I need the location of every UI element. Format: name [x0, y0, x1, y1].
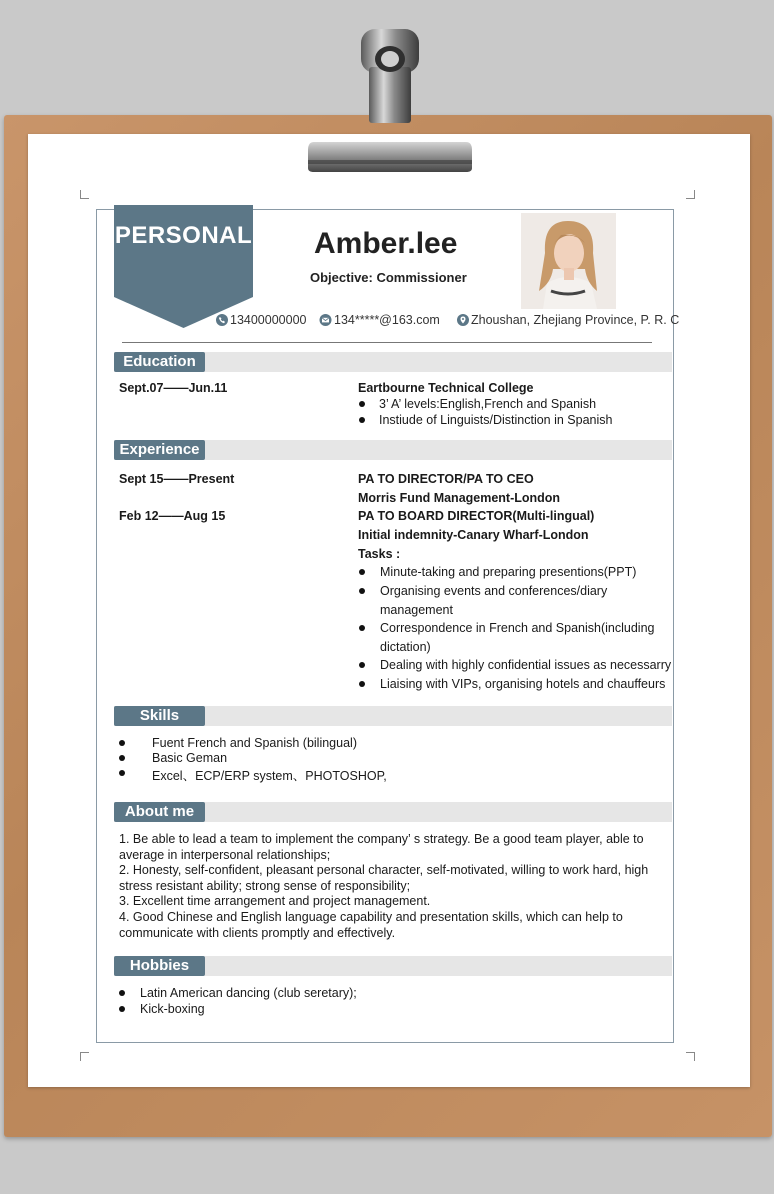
bullet	[119, 770, 125, 776]
job-title: PA TO BOARD DIRECTOR(Multi-lingual)	[358, 509, 595, 523]
bullet	[359, 569, 365, 575]
job-title: PA TO DIRECTOR/PA TO CEO	[358, 472, 534, 486]
contact-address	[457, 313, 679, 327]
bullet	[359, 417, 365, 423]
bullet	[119, 1006, 125, 1012]
about-item: 4. Good Chinese and English language capability and presentation skills, which can help to communicate with clients promptly and effectively.	[119, 910, 623, 940]
task-item: Liaising with VIPs, organising hotels and chauffeurs	[380, 677, 666, 691]
section-title-about: About me	[114, 802, 205, 822]
about-item: 3. Excellent time arrangement and project management.	[119, 894, 431, 908]
crop-mark	[686, 1052, 695, 1061]
section-title-hobbies: Hobbies	[114, 956, 205, 976]
task-item: Minute-taking and preparing presentions(PPT)	[380, 565, 637, 579]
education-period: Sept.07——Jun.11	[119, 381, 228, 395]
badge-text: PERSONAL	[114, 222, 253, 249]
email-address: 134*****@163.com	[334, 313, 440, 327]
bullet	[119, 755, 125, 761]
binder-clip-handle	[357, 27, 423, 123]
bullet	[359, 681, 365, 687]
skill-item: Basic Geman	[152, 751, 228, 765]
about-item: 2. Honesty, self-confident, pleasant personal character, self-motivated, willing to work hard, high stress resistant ability; strong sense of responsibility;	[119, 863, 649, 893]
task-item: Organising events and conferences/diary	[380, 584, 608, 598]
phone-icon	[216, 314, 228, 326]
candidate-name: Amber.lee	[314, 227, 458, 260]
education-item: Instiude of Linguists/Distinction in Spanish	[379, 413, 613, 427]
tasks-label: Tasks :	[358, 547, 401, 561]
task-item: management	[380, 603, 453, 617]
bullet	[359, 625, 365, 631]
bullet	[119, 990, 125, 996]
task-item: Correspondence in French and Spanish(including	[380, 621, 655, 635]
binder-clip-base	[306, 138, 474, 174]
section-title-education: Education	[114, 352, 205, 372]
experience-period: Sept 15——Present	[119, 472, 235, 486]
company: Initial indemnity-Canary Wharf-London	[358, 528, 589, 542]
section-title-skills: Skills	[114, 706, 205, 726]
task-item: dictation)	[380, 640, 431, 654]
crop-mark	[80, 1052, 89, 1061]
company: Morris Fund Management-London	[358, 491, 561, 505]
hobby-item: Latin American dancing (club seretary);	[140, 986, 357, 1000]
skill-item: Excel、ECP/ERP system、PHOTOSHOP,	[152, 769, 387, 783]
contact-email	[319, 313, 440, 327]
education-school: Eartbourne Technical College	[358, 381, 534, 395]
hobby-item: Kick-boxing	[140, 1002, 205, 1016]
experience-period: Feb 12——Aug 15	[119, 509, 226, 523]
objective: Objective: Commissioner	[310, 270, 467, 285]
profile-photo	[521, 213, 616, 309]
bullet	[359, 588, 365, 594]
location-icon	[457, 314, 469, 326]
skill-item: Fuent French and Spanish (bilingual)	[152, 736, 357, 750]
email-icon	[319, 314, 332, 326]
crop-mark	[80, 190, 89, 199]
section-title-experience: Experience	[114, 440, 205, 460]
phone-number: 13400000000	[230, 313, 307, 327]
bullet	[119, 740, 125, 746]
address: Zhoushan, Zhejiang Province, P. R. C	[471, 313, 680, 327]
bullet	[359, 401, 365, 407]
about-item: 1. Be able to lead a team to implement the company’ s strategy. Be a good team player, able to average in interpersonal relationships;	[119, 832, 644, 862]
header-divider	[122, 342, 652, 343]
crop-mark	[686, 190, 695, 199]
bullet	[359, 662, 365, 668]
contact-phone	[216, 313, 306, 327]
task-item: Dealing with highly confidential issues as necessarry	[380, 658, 672, 672]
education-item: 3’ A’ levels:English,French and Spanish	[379, 397, 597, 411]
